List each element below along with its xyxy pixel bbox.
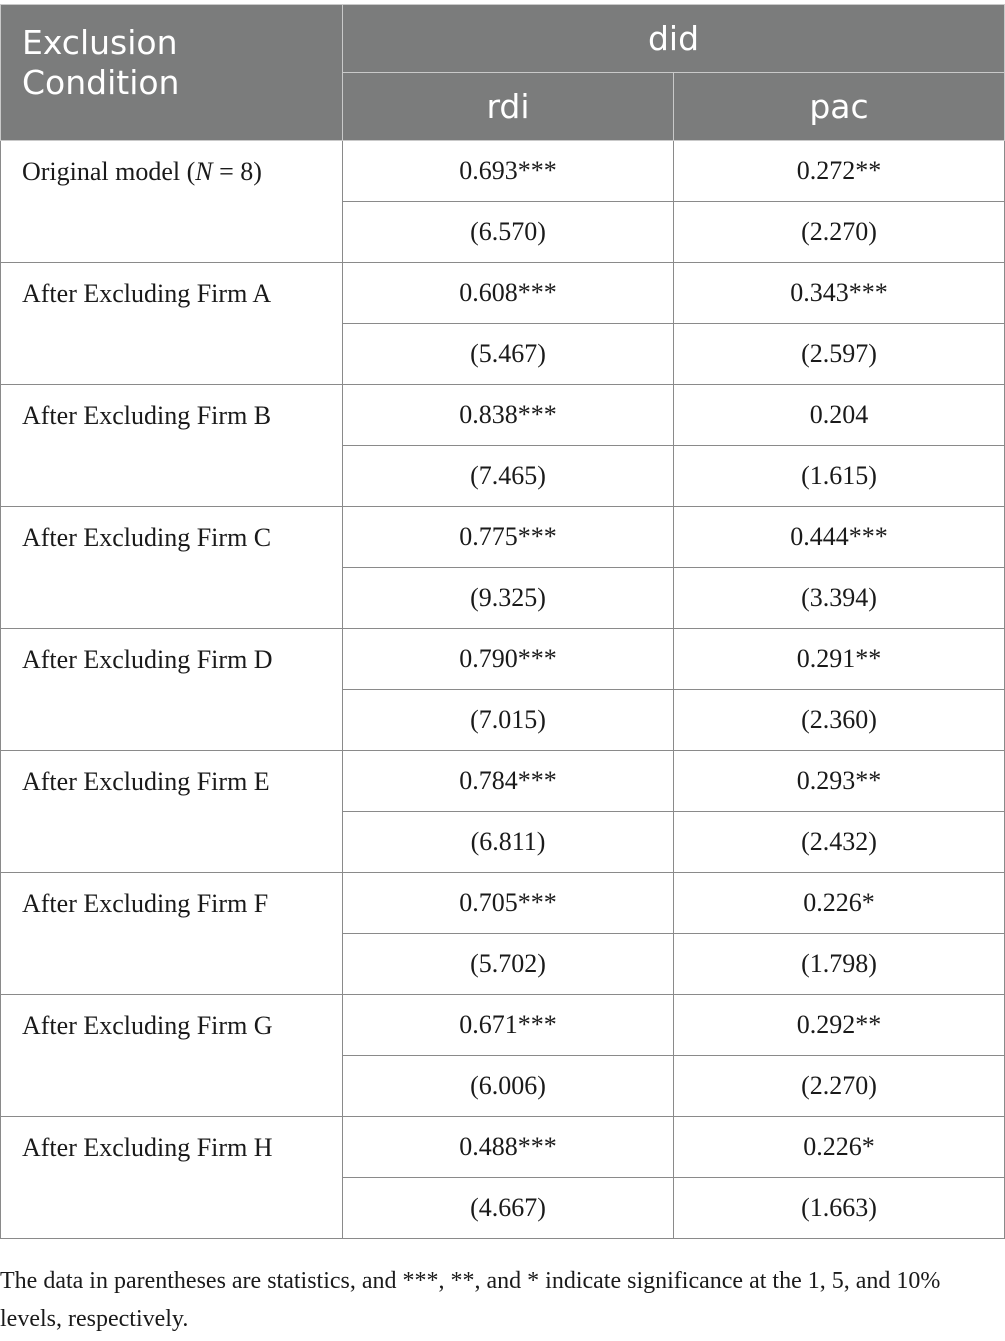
pac-coefficient: 0.444***: [674, 507, 1005, 568]
rdi-statistic: (9.325): [343, 568, 674, 629]
table-row: [1, 873, 1005, 934]
header-pac: pac: [674, 73, 1005, 141]
pac-statistic: (1.663): [674, 1178, 1005, 1239]
pac-statistic: (2.270): [674, 1056, 1005, 1117]
condition-prefix: Original model (: [22, 157, 196, 186]
table-row: [1, 995, 1005, 1056]
header-rdi: rdi: [343, 73, 674, 141]
rdi-statistic: (7.015): [343, 690, 674, 751]
pac-statistic: (1.798): [674, 934, 1005, 995]
condition-cell: After Excluding Firm D: [1, 629, 343, 751]
pac-statistic: (2.597): [674, 324, 1005, 385]
rdi-statistic: (5.467): [343, 324, 674, 385]
header-exclusion-condition: Exclusion Condition: [1, 5, 343, 141]
condition-n: N: [195, 157, 213, 186]
pac-coefficient: 0.293**: [674, 751, 1005, 812]
table-row: [1, 1117, 1005, 1178]
rdi-statistic: (7.465): [343, 446, 674, 507]
table-row: [1, 507, 1005, 568]
condition-cell: After Excluding Firm F: [1, 873, 343, 995]
table-row: [1, 751, 1005, 812]
pac-coefficient: 0.272**: [674, 141, 1005, 202]
table-row: [1, 263, 1005, 324]
rdi-coefficient: 0.693***: [343, 141, 674, 202]
rdi-statistic: (5.702): [343, 934, 674, 995]
pac-statistic: (3.394): [674, 568, 1005, 629]
rdi-coefficient: 0.775***: [343, 507, 674, 568]
condition-cell: [1, 141, 343, 263]
condition-suffix: = 8): [212, 157, 262, 186]
pac-coefficient: 0.292**: [674, 995, 1005, 1056]
rdi-coefficient: 0.790***: [343, 629, 674, 690]
condition-cell: After Excluding Firm G: [1, 995, 343, 1117]
table-footnote: The data in parentheses are statistics, and ***, **, and * indicate significance at the 1, 5, and 10% levels, respectively.: [0, 1268, 941, 1332]
condition-cell: After Excluding Firm C: [1, 507, 343, 629]
condition-cell: After Excluding Firm H: [1, 1117, 343, 1239]
pac-coefficient: 0.343***: [674, 263, 1005, 324]
rdi-coefficient: 0.838***: [343, 385, 674, 446]
rdi-statistic: (6.006): [343, 1056, 674, 1117]
pac-coefficient: 0.226*: [674, 873, 1005, 934]
pac-coefficient: 0.204: [674, 385, 1005, 446]
table-row: [1, 385, 1005, 446]
pac-coefficient: 0.291**: [674, 629, 1005, 690]
rdi-statistic: (4.667): [343, 1178, 674, 1239]
table-row: [1, 141, 1005, 202]
condition-cell: After Excluding Firm E: [1, 751, 343, 873]
condition-cell: After Excluding Firm A: [1, 263, 343, 385]
rdi-statistic: (6.811): [343, 812, 674, 873]
pac-coefficient: 0.226*: [674, 1117, 1005, 1178]
condition-cell: After Excluding Firm B: [1, 385, 343, 507]
pac-statistic: (2.360): [674, 690, 1005, 751]
rdi-coefficient: 0.488***: [343, 1117, 674, 1178]
rdi-coefficient: 0.705***: [343, 873, 674, 934]
table-row: [1, 629, 1005, 690]
rdi-statistic: (6.570): [343, 202, 674, 263]
pac-statistic: (1.615): [674, 446, 1005, 507]
rdi-coefficient: 0.608***: [343, 263, 674, 324]
rdi-coefficient: 0.784***: [343, 751, 674, 812]
pac-statistic: (2.432): [674, 812, 1005, 873]
results-table: [0, 4, 1005, 1239]
header-did: did: [343, 5, 1005, 73]
pac-statistic: (2.270): [674, 202, 1005, 263]
rdi-coefficient: 0.671***: [343, 995, 674, 1056]
